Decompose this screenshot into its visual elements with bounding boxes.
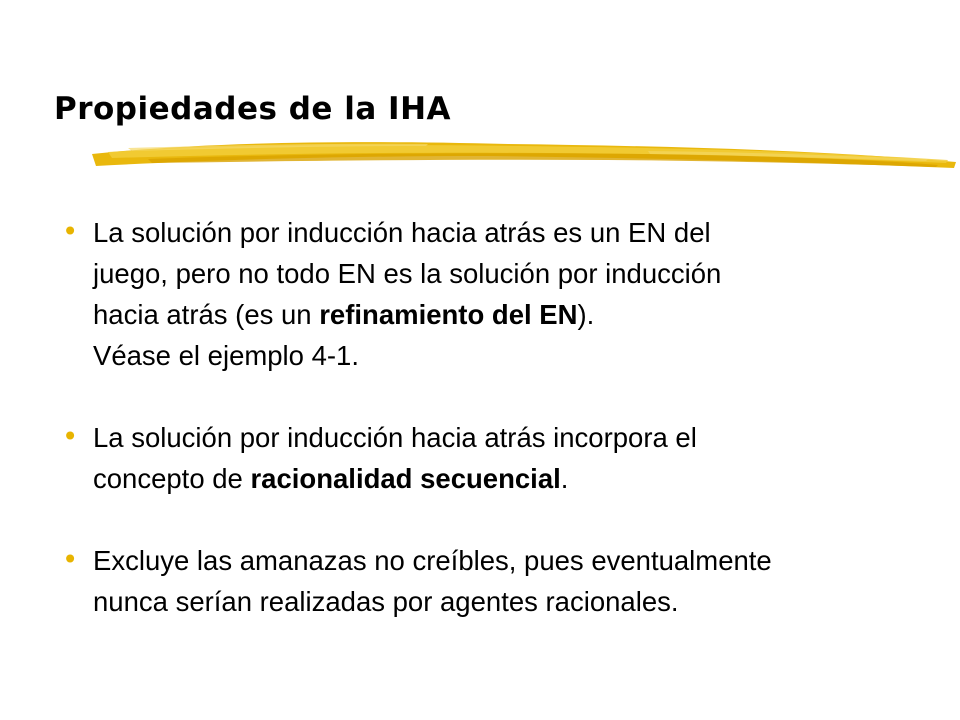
bullet-item — [62, 540, 922, 622]
bullet-text-line — [93, 294, 922, 335]
bullet-text-segment: hacia atrás (es un — [93, 299, 320, 330]
bullet-text-line: Véase el ejemplo 4-1. — [93, 340, 359, 371]
bullet-text-segment: concepto de — [93, 463, 251, 494]
bullet-text-line: nunca serían realizadas por agentes racionales. — [93, 586, 679, 617]
bullet-marker: • — [62, 216, 79, 248]
bullet-item — [62, 212, 922, 376]
bullet-text-segment: . — [560, 463, 569, 494]
bullet-text-line — [93, 458, 922, 499]
bullet-text-segment: ). — [577, 299, 595, 330]
highlighter-stroke-decoration — [88, 132, 960, 176]
bullet-item — [62, 417, 922, 499]
bullet-list — [62, 212, 922, 622]
bullet-bold-term: refinamiento del EN — [319, 299, 578, 330]
bullet-marker: • — [62, 544, 79, 576]
bullet-marker: • — [62, 421, 79, 453]
bullet-text-line: La solución por inducción hacia atrás es un EN del — [93, 217, 711, 248]
bullet-text-line: juego, pero no todo EN es la solución por inducción — [93, 258, 722, 289]
bullet-text-line: Excluye las amanazas no creíbles, pues eventualmente — [93, 545, 772, 576]
bullet-bold-term: racionalidad secuencial — [250, 463, 561, 494]
slide-title: Propiedades de la IHA — [54, 91, 452, 127]
bullet-text-line: La solución por inducción hacia atrás incorpora el — [93, 422, 697, 453]
